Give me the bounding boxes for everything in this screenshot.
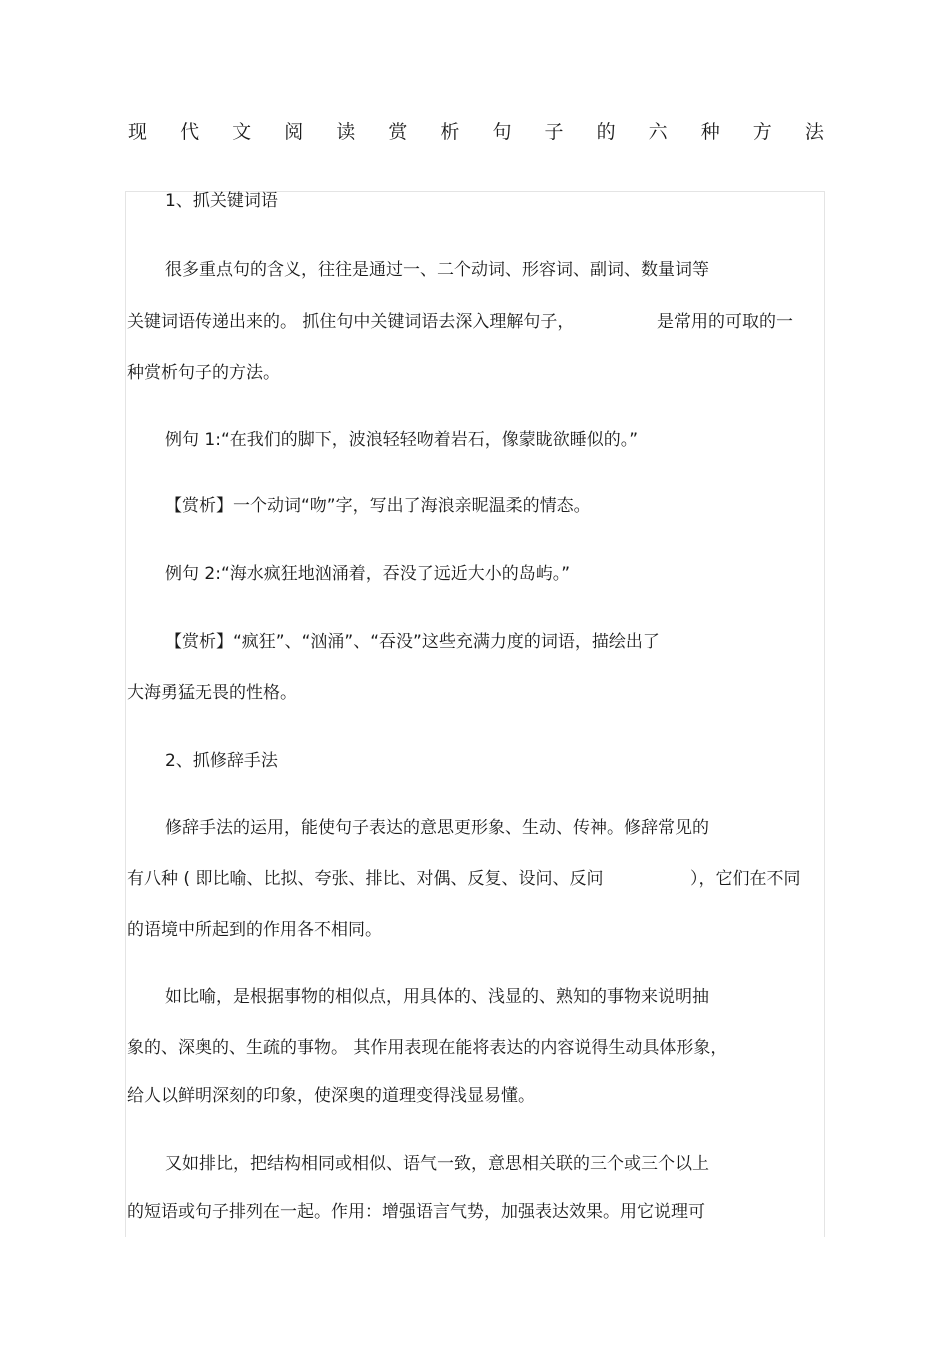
title-char: 种: [700, 121, 720, 143]
title-char: 代: [180, 121, 200, 143]
example-sentence-2: 例句 2:“海水疯狂地汹涌着，吞没了远近大小的岛屿。”: [165, 564, 571, 584]
title-char: 子: [544, 121, 564, 143]
title-char: 法: [804, 121, 824, 143]
paragraph-line: 有八种 ( 即比喻、比拟、夸张、排比、对偶、反复、设问、反问: [127, 869, 604, 889]
paragraph-line: 的语境中所起到的作用各不相同。: [127, 920, 382, 940]
paragraph-line: 的短语或句子排列在一起。作用：增强语言气势，加强表达效果。用它说理可: [127, 1202, 705, 1222]
paragraph-line: 如比喻，是根据事物的相似点，用具体的、浅显的、熟知的事物来说明抽: [165, 987, 709, 1007]
paragraph-line: 关键词语传递出来的。 抓住句中关键词语去深入理解句子，: [127, 312, 575, 332]
title-char: 的: [596, 121, 616, 143]
example-sentence-1: 例句 1:“在我们的脚下，波浪轻轻吻着岩石，像蒙眬欲睡似的。”: [165, 430, 639, 450]
section-heading-1: 1、抓关键词语: [165, 191, 278, 211]
title-char: 句: [492, 121, 512, 143]
title-char: 析: [440, 121, 460, 143]
title-char: 阅: [284, 121, 304, 143]
title-char: 读: [336, 121, 356, 143]
paragraph-line: 象的、深奥的、生疏的事物。 其作用表现在能将表达的内容说得生动具体形象，: [127, 1038, 728, 1058]
title-char: 现: [128, 121, 148, 143]
title-char: 赏: [388, 121, 408, 143]
paragraph-line: 种赏析句子的方法。: [127, 363, 280, 383]
page-title: [128, 118, 824, 146]
paragraph-line: ），它们在不同: [690, 869, 801, 889]
title-char: 六: [648, 121, 668, 143]
title-char: 方: [752, 121, 772, 143]
example-analysis-1: 【赏析】一个动词“吻”字，写出了海浪亲昵温柔的情态。: [165, 496, 591, 516]
paragraph-line: 很多重点句的含义，往往是通过一、二个动词、形容词、副词、数量词等: [165, 260, 709, 280]
paragraph-line: 又如排比，把结构相同或相似、语气一致，意思相关联的三个或三个以上: [165, 1154, 709, 1174]
title-char: 文: [232, 121, 252, 143]
example-analysis-2-cont: 大海勇猛无畏的性格。: [127, 683, 297, 703]
paragraph-line: 修辞手法的运用，能使句子表达的意思更形象、生动、传神。修辞常见的: [165, 818, 709, 838]
example-analysis-2: 【赏析】“疯狂”、“汹涌”、“吞没”这些充满力度的词语，描绘出了: [165, 632, 660, 652]
content-frame: [125, 191, 825, 1237]
paragraph-line: 给人以鲜明深刻的印象，使深奥的道理变得浅显易懂。: [127, 1086, 535, 1106]
section-heading-2: 2、抓修辞手法: [165, 751, 278, 771]
paragraph-line: 是常用的可取的一: [657, 312, 793, 332]
